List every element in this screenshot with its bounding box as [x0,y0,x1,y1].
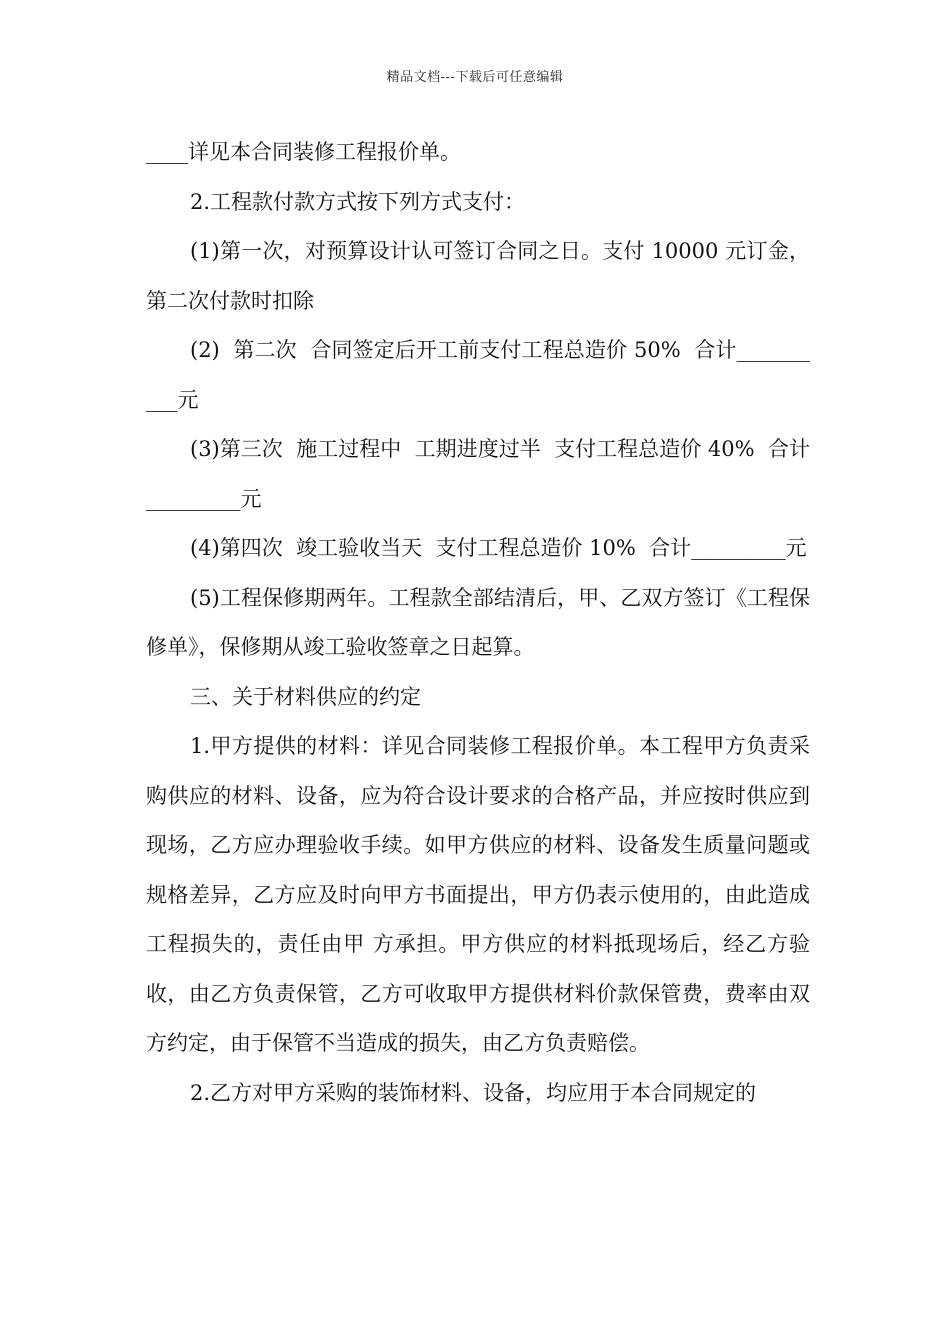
paragraph-payment-1: (1)第一次，对预算设计认可签订合同之日。支付 10000 元订金，第二次付款时扣除 [146,239,810,313]
paragraph-quote-reference: ____详见本合同装修工程报价单。 [146,140,461,164]
paragraph-party-b-materials: 2.乙方对甲方采购的装饰材料、设备，均应用于本合同规定的 [190,1080,757,1105]
section-heading-materials: 三、关于材料供应的约定 [190,684,421,709]
paragraph-payment-4: (4)第四次 竣工验收当天 支付工程总造价 10% 合计_________元 [190,536,807,560]
paragraph-payment-3: (3)第三次 施工过程中 工期进度过半 支付工程总造价 40% 合计_________元 [146,437,810,511]
page-header: 精品文档---下载后可任意编辑 [386,70,564,85]
paragraph-warranty: (5)工程保修期两年。工程款全部结清后，甲、乙双方签订《工程保修单》，保修期从竣工验收签章之日起算。 [146,585,810,659]
paragraph-payment-2: (2) 第二次 合同签定后开工前支付工程总造价 50% 合计__________元 [146,338,810,412]
document-body [146,128,817,1118]
paragraph-payment-method: 2.工程款付款方式按下列方式支付： [190,189,526,214]
paragraph-party-a-materials: 1.甲方提供的材料：详见合同装修工程报价单。本工程甲方负责采购供应的材料、设备，应为符合设计要求的合格产品，并应按时供应到 现场，乙方应办理验收手续。如甲方供应的材料、设备发生质量问题或规格差异，乙方应及时向甲方书面提出，甲方仍表示使用的，由此造成工程损失的，责任由甲 方承担。甲方供应的材料抵现场后，经乙方验收，由乙方负责保管，乙方可收取甲方提供材料价款保管费，费率由双方约定，由于保管不当造成的损失，由乙方负责赔偿。 [146,734,817,1055]
